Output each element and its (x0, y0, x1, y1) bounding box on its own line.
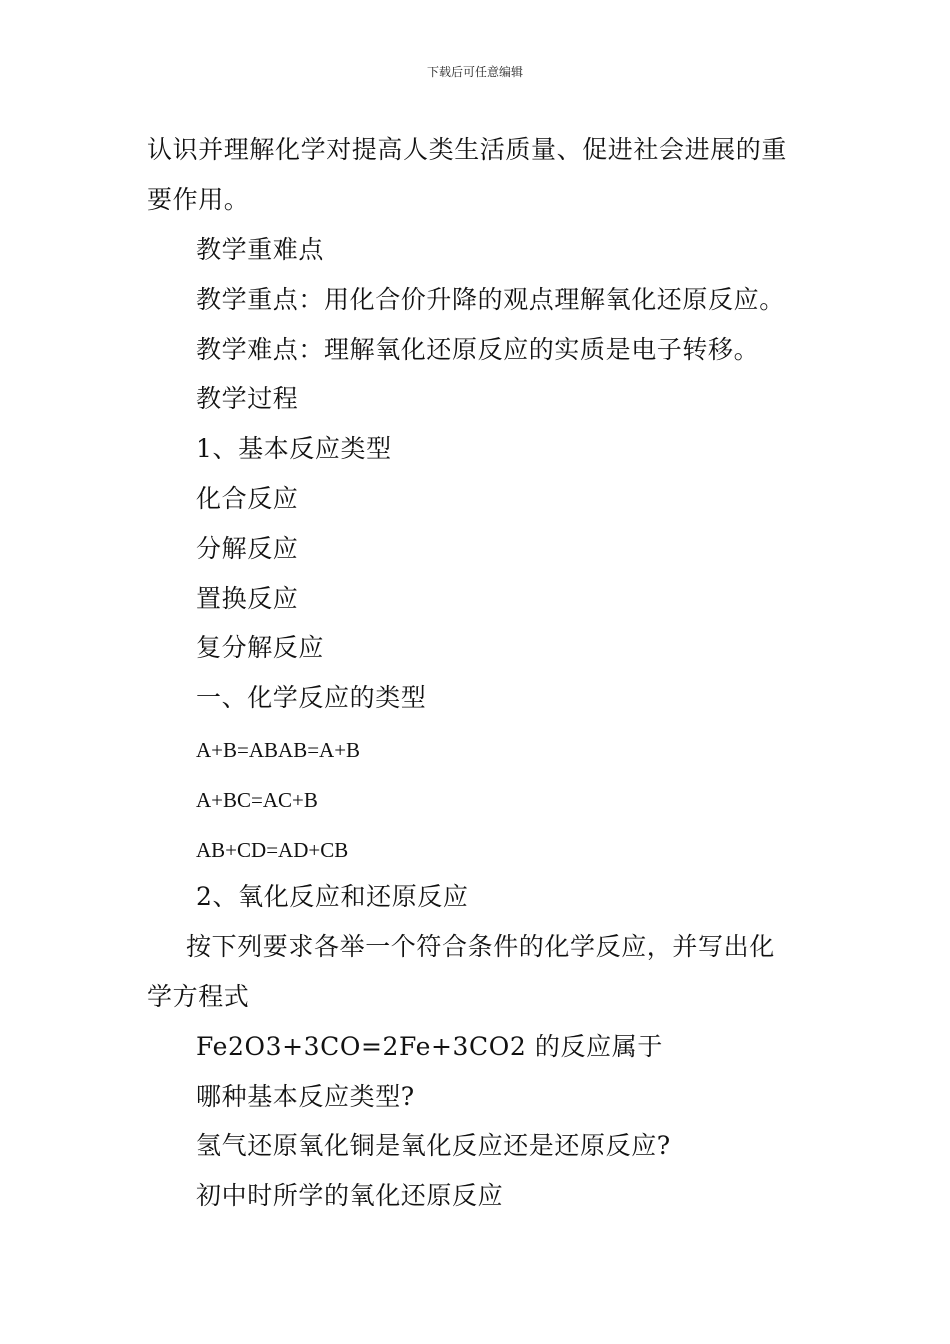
paragraph-line: 认识并理解化学对提高人类生活质量、促进社会进展的重 (147, 135, 788, 164)
paragraph-line: 哪种基本反应类型? (196, 1082, 415, 1111)
equation-line: A+B=ABAB=A+B (196, 738, 361, 762)
paragraph-line: 教学重点：用化合价升降的观点理解氧化还原反应。 (196, 285, 785, 314)
list-item: 置换反应 (196, 584, 299, 613)
list-item: 复分解反应 (196, 633, 325, 662)
paragraph-line: 氢气还原氧化铜是氧化反应还是还原反应? (196, 1131, 671, 1160)
paragraph-line: Fe2O3+3CO=2Fe+3CO2 的反应属于 (196, 1032, 663, 1061)
section-heading: 教学重难点 (196, 235, 325, 264)
list-item: 化合反应 (196, 484, 299, 513)
paragraph-line: 按下列要求各举一个符合条件的化学反应，并写出化 (186, 932, 775, 961)
section-heading: 2、氧化反应和还原反应 (196, 882, 469, 911)
list-item: 1、基本反应类型 (196, 434, 392, 463)
section-heading: 一、化学反应的类型 (196, 683, 427, 712)
page-header: 下载后可任意编辑 (426, 65, 523, 79)
paragraph-line: 初中时所学的氧化还原反应 (196, 1181, 504, 1210)
paragraph-line: 学方程式 (147, 982, 250, 1011)
section-heading: 教学过程 (196, 384, 299, 413)
equation-line: AB+CD=AD+CB (196, 838, 349, 862)
paragraph-line: 要作用。 (147, 185, 250, 214)
equation-line: A+BC=AC+B (196, 788, 318, 812)
list-item: 分解反应 (196, 534, 299, 563)
paragraph-line: 教学难点：理解氧化还原反应的实质是电子转移。 (196, 335, 760, 364)
